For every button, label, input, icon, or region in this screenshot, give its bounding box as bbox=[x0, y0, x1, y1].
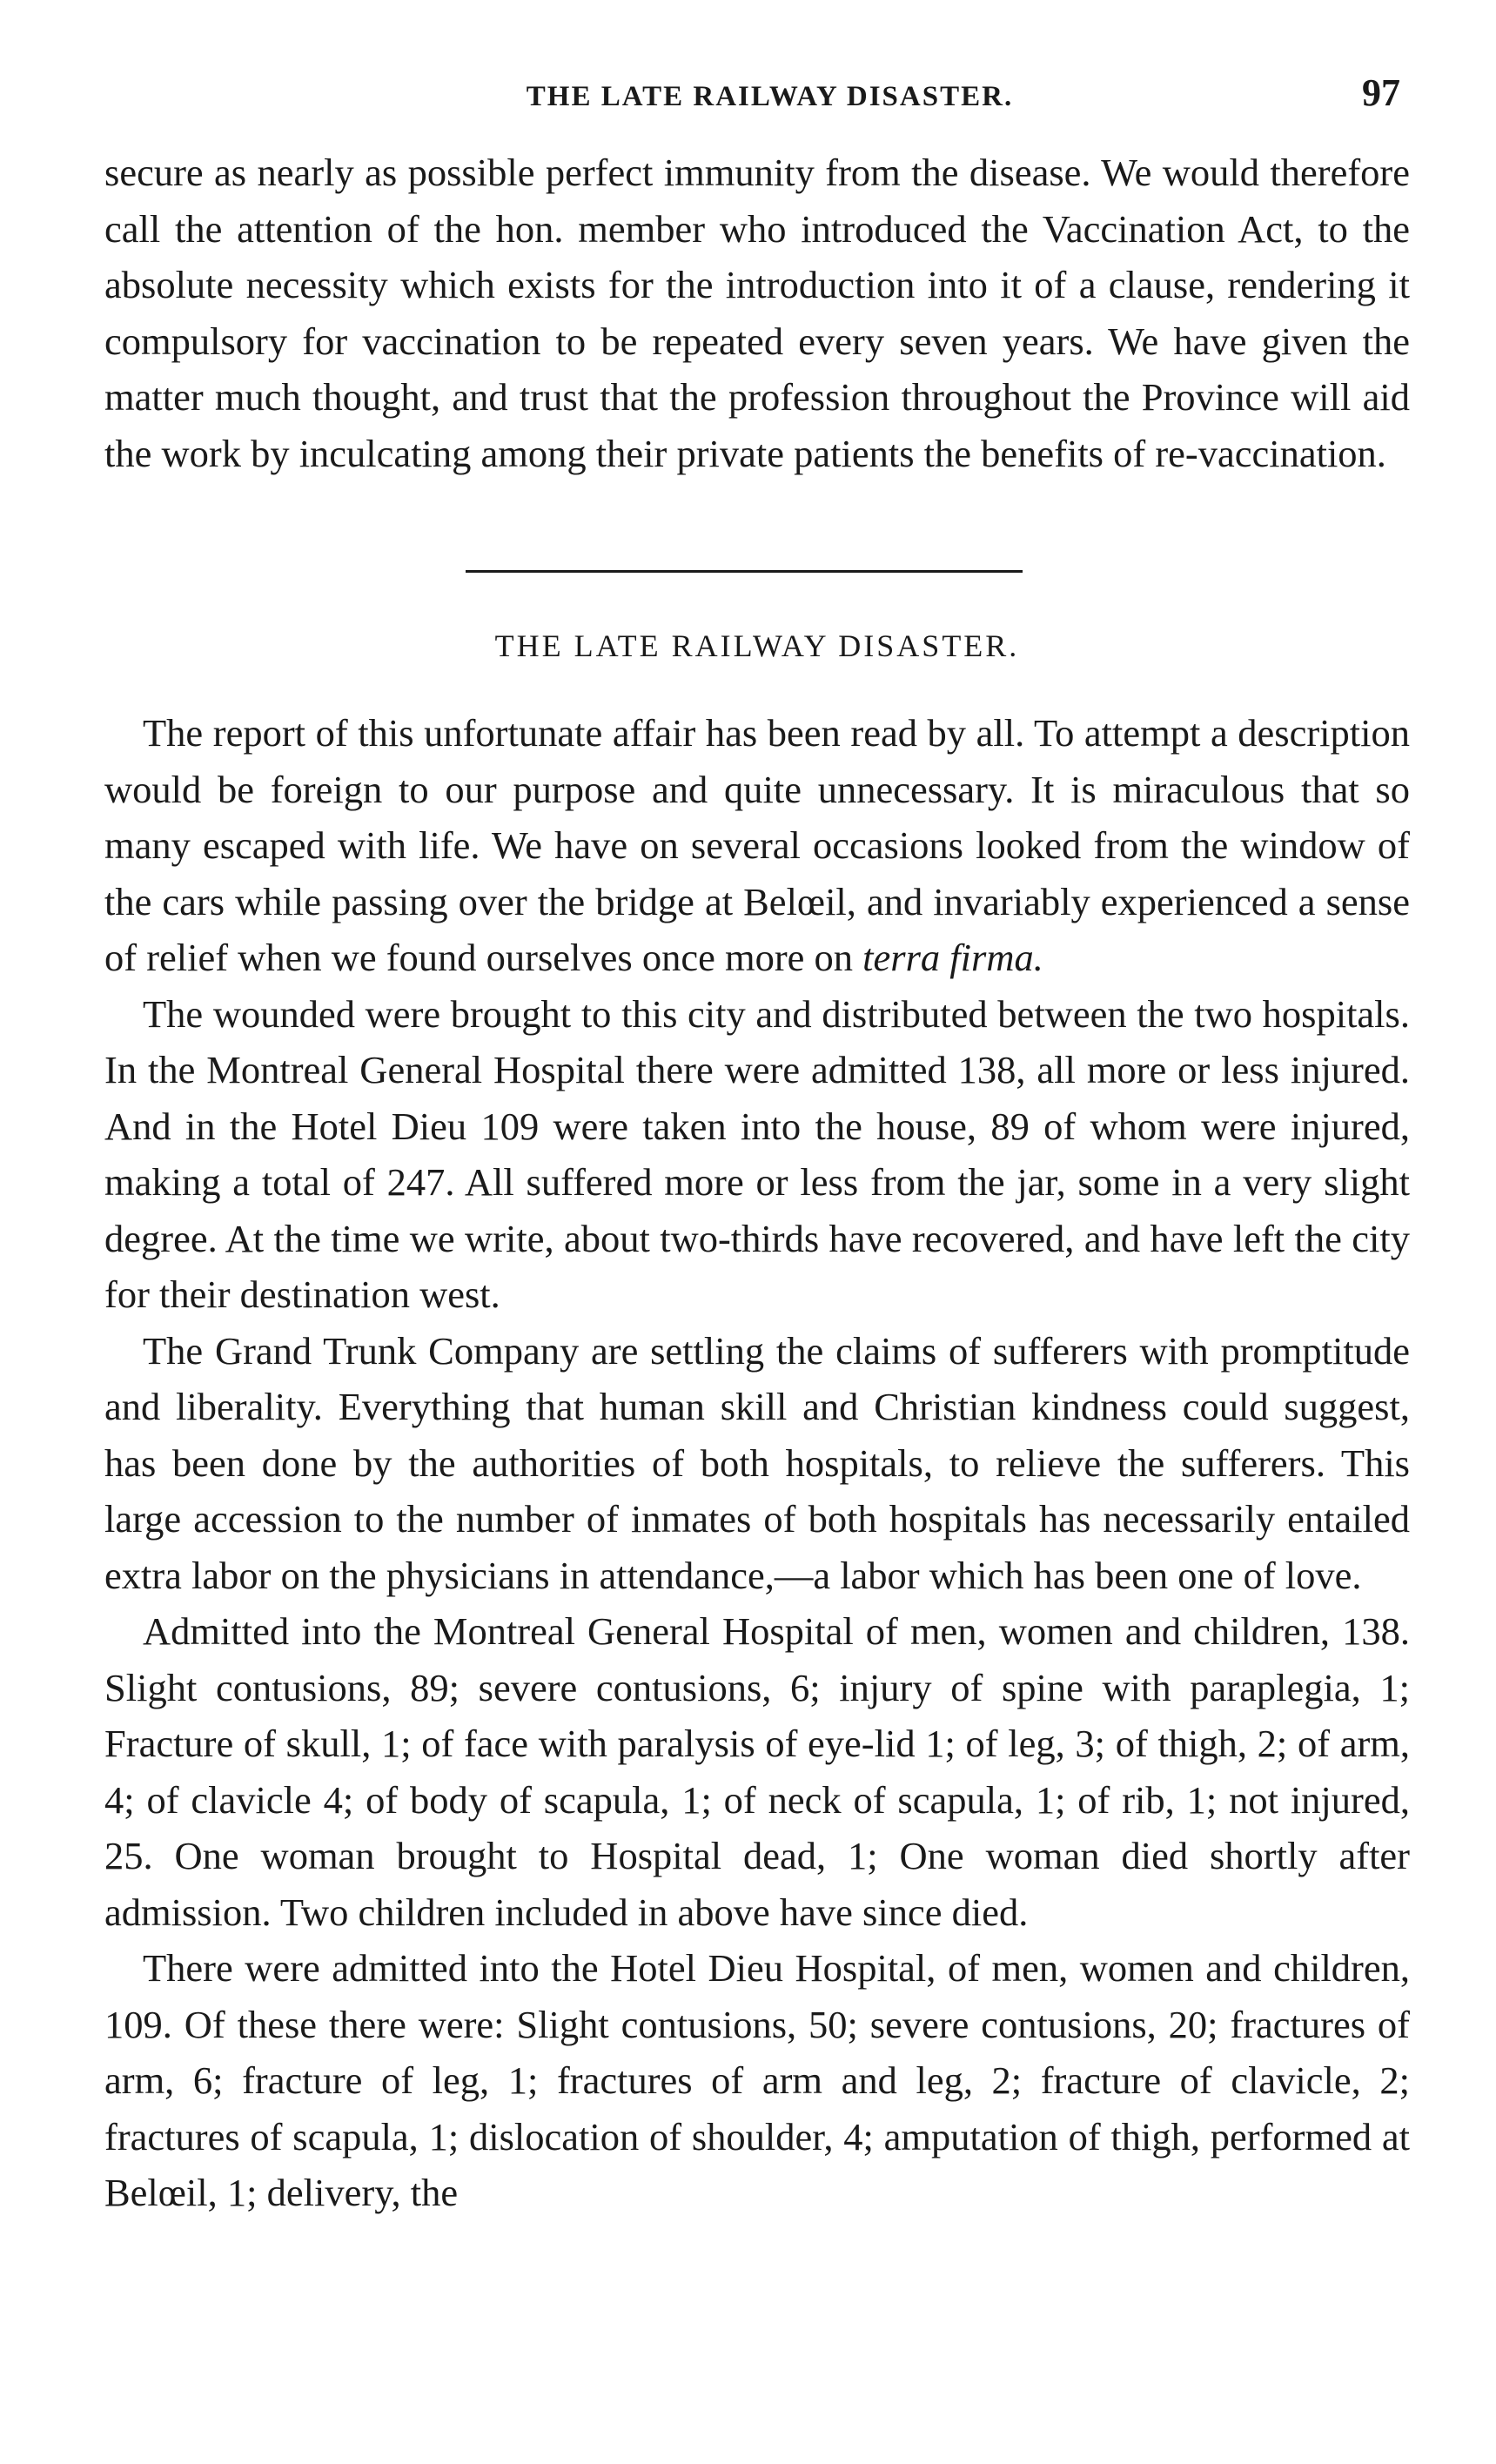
paragraph-1-text: The report of this unfortunate affair has been read by all. To attempt a description would be foreign to our purpose and quite unnecessary. It is miraculous that so many escaped with life. We have on several occasions looked from the window of the cars while passing over the bridge at Belœil, and invariably experienced a sense of relief when we found ourselves once more on bbox=[104, 711, 1410, 979]
article-paragraph-4: Admitted into the Montreal General Hospital of men, women and children, 138. Slight contusions, 89; severe contusions, 6; injury of spine with paraplegia, 1; Fracture of skull, 1; of face with paralysis of eye-lid 1; of leg, 3; of thigh, 2; of arm, 4; of clavicle 4; of body of scapula, 1; of neck of scapula, 1; of rib, 1; not injured, 25. One woman brought to Hospital dead, 1; One woman died shortly after admission. Two children included in above have since died. bbox=[104, 1609, 1410, 1934]
running-header bbox=[104, 61, 1400, 113]
intro-continuation bbox=[104, 144, 1410, 481]
running-title: THE LATE RAILWAY DISASTER. bbox=[526, 81, 1014, 112]
article-paragraph-1 bbox=[104, 705, 1410, 986]
article-paragraph-2: The wounded were brought to this city and distributed between the two hospitals. In the Montreal General Hospital there were admitted 138, all more or less injured. And in the Hotel Dieu 109 were taken into the house, 89 of whom were injured, making a total of 247. All suffered more or less from the jar, some in a very slight degree. At the time we write, about two-thirds have recovered, and have left the city for their destination west. bbox=[104, 991, 1410, 1316]
article-body bbox=[104, 705, 1410, 2221]
article-paragraph-3: The Grand Trunk Company are settling the claims of sufferers with promptitude and liberality. Everything that human skill and Christian kindness could suggest, has been done by the authorities of both hospitals, to relieve the sufferers. This large accession to the number of inmates of both hospitals has necessarily entailed extra labor on the physicians in attendance,—a labor which has been one of love. bbox=[104, 1328, 1410, 1597]
section-divider bbox=[466, 570, 1023, 573]
paragraph-1-italic: terra firma. bbox=[862, 936, 1043, 979]
page-number: 97 bbox=[1362, 71, 1400, 114]
article-heading: THE LATE RAILWAY DISASTER. bbox=[494, 628, 1020, 663]
intro-paragraph: secure as nearly as possible perfect immunity from the disease. We would therefore call the attention of the hon. member who introduced the Vaccination Act, to the absolute necessity which exists for the introduction into it of a clause, rendering it compulsory for vaccination to be repeated every seven years. We have given the matter much thought, and trust that the profession throughout the Province will aid the work by inculcating among their private patients the benefits of re-vaccination. bbox=[104, 151, 1410, 475]
article-paragraph-5: There were admitted into the Hotel Dieu Hospital, of men, women and children, 109. Of these there were: Slight contusions, 50; severe contusions, 20; fractures of arm, 6; fracture of leg, 1; fractures of arm and leg, 2; fracture of clavicle, 2; fractures of scapula, 1; dislocation of shoulder, 4; amputation of thigh, performed at Belœil, 1; delivery, the bbox=[104, 1946, 1410, 2214]
